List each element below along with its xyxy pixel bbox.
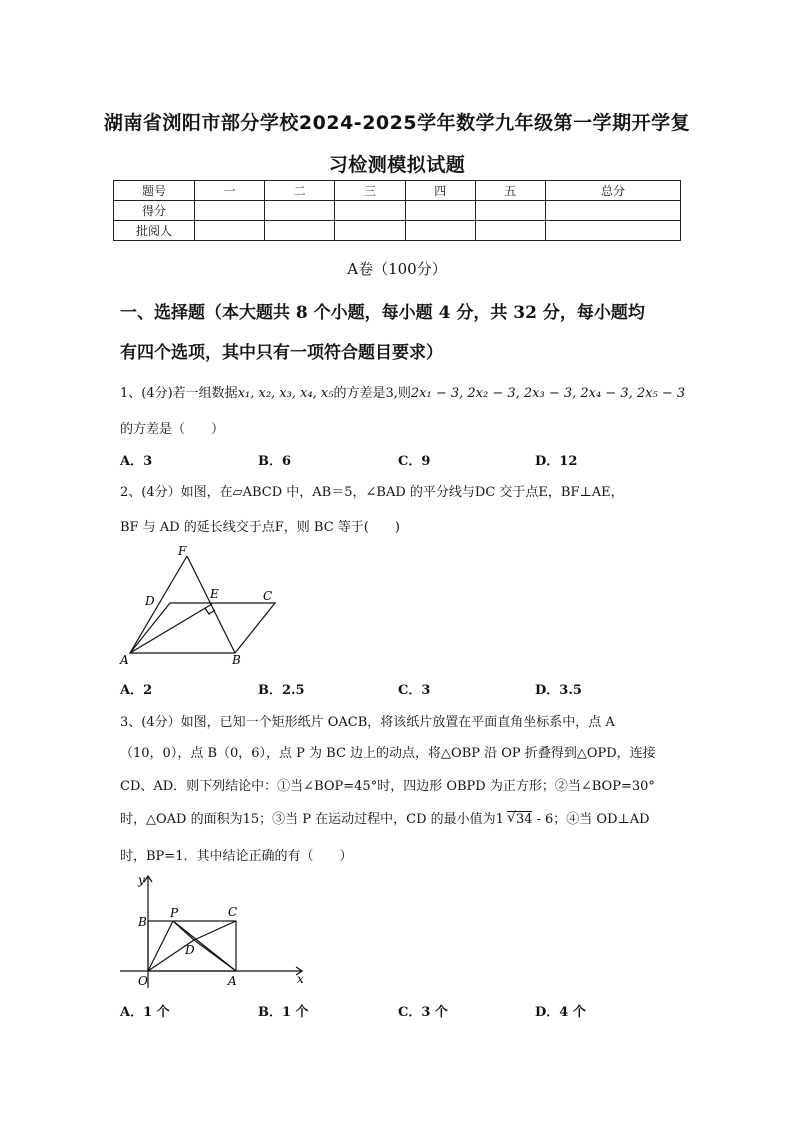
question-2-line2: BF 与 AD 的延长线交于点F，则 BC 等于( ) bbox=[120, 520, 400, 535]
q3-coordinate-figure bbox=[118, 868, 313, 993]
question-3-line5: 时，BP=1．其中结论正确的有（ ） bbox=[120, 849, 353, 864]
q3-label-y: y bbox=[138, 873, 145, 887]
score-cell[interactable] bbox=[265, 201, 335, 221]
score-cell[interactable] bbox=[265, 221, 335, 241]
section-heading: A卷（100分） bbox=[347, 260, 447, 278]
q2-option-b[interactable]: B．2.5 bbox=[258, 683, 305, 698]
page-title-line2: 习检测模拟试题 bbox=[328, 154, 466, 176]
question-1-line1 bbox=[120, 382, 685, 401]
q2-option-d[interactable]: D．3.5 bbox=[535, 683, 582, 698]
q3-label-o: O bbox=[138, 974, 148, 988]
q1-option-d[interactable]: D．12 bbox=[535, 454, 578, 469]
q2-parallelogram-figure bbox=[115, 543, 285, 668]
q1-option-b[interactable]: B．6 bbox=[258, 454, 292, 469]
score-cell-header: 一 bbox=[195, 181, 265, 201]
score-table bbox=[113, 180, 681, 241]
question-2-line1: 2、(4分）如图，在▱ABCD 中，AB＝5，∠BAD 的平分线与DC 交于点E，BF⊥AE， bbox=[120, 485, 624, 500]
score-cell[interactable] bbox=[475, 221, 545, 241]
q3-option-a[interactable]: A．1 个 bbox=[120, 1005, 170, 1020]
q3-sqrt-coefficient: 1 bbox=[495, 812, 504, 827]
q1-option-c[interactable]: C．9 bbox=[398, 454, 431, 469]
part-heading-line1: 一、选择题（本大题共 8 个小题，每小题 4 分，共 32 分，每小题均 bbox=[120, 303, 645, 323]
q3-option-b[interactable]: B．1 个 bbox=[258, 1005, 309, 1020]
sqrt-icon: √ bbox=[506, 810, 516, 826]
score-cell[interactable] bbox=[546, 221, 681, 241]
q1-expression: 2x₁ − 3, 2x₂ − 3, 2x₃ − 3, 2x₄ − 3, 2x₅ − 3 bbox=[410, 386, 686, 401]
score-table-row bbox=[114, 201, 681, 221]
score-cell-header: 二 bbox=[265, 181, 335, 201]
score-cell[interactable] bbox=[195, 221, 265, 241]
score-row-label: 批阅人 bbox=[114, 221, 195, 241]
score-row-label: 得分 bbox=[114, 201, 195, 221]
q3-label-x: x bbox=[297, 972, 304, 986]
score-cell-header: 五 bbox=[475, 181, 545, 201]
q1-option-a[interactable]: A．3 bbox=[120, 454, 153, 469]
q2-option-c[interactable]: C．3 bbox=[398, 683, 431, 698]
q2-label-d: D bbox=[145, 594, 155, 608]
question-1-line2: 的方差是（ ） bbox=[120, 422, 225, 437]
score-cell[interactable] bbox=[335, 201, 405, 221]
q1-mid: 的方差是3,则 bbox=[333, 386, 411, 401]
q3-line4-text: 时，△OAD 的面积为15；③当 P 在运动过程中，CD 的最小值为 bbox=[120, 812, 496, 827]
q3-label-b: B bbox=[138, 915, 147, 929]
q3-sqrt bbox=[507, 811, 533, 827]
question-3-line1: 3、(4分）如图，已知一个矩形纸片 OACB，将该纸片放置在平面直角坐标系中，点 A bbox=[120, 715, 615, 730]
score-table-row bbox=[114, 221, 681, 241]
question-3-line4 bbox=[120, 808, 650, 827]
question-3-line2: （10，0），点 B（0，6），点 P 为 BC 边上的动点，将△OBP 沿 OP 折叠得到△OPD，连接 bbox=[120, 746, 656, 761]
score-cell[interactable] bbox=[335, 221, 405, 241]
score-table-header-row bbox=[114, 181, 681, 201]
q3-label-p: P bbox=[170, 906, 179, 920]
q1-prefix: 1、(4分)若一组数据 bbox=[120, 386, 238, 401]
score-cell[interactable] bbox=[546, 201, 681, 221]
q3-label-c: C bbox=[228, 905, 238, 919]
question-3-line3: CD、AD．则下列结论中：①当∠BOP=45°时，四边形 OBPD 为正方形；②当∠BOP=30° bbox=[120, 779, 655, 794]
score-cell[interactable] bbox=[195, 201, 265, 221]
q2-label-b: B bbox=[232, 653, 241, 667]
score-cell[interactable] bbox=[405, 201, 475, 221]
q2-label-e: E bbox=[210, 587, 219, 601]
score-cell[interactable] bbox=[475, 201, 545, 221]
score-cell-header: 四 bbox=[405, 181, 475, 201]
q3-label-d: D bbox=[185, 943, 195, 957]
q3-sqrt-radicand: 34 bbox=[515, 812, 533, 827]
score-cell-header: 题号 bbox=[114, 181, 195, 201]
page-title-line1: 湖南省浏阳市部分学校2024-2025学年数学九年级第一学期开学复 bbox=[103, 112, 691, 134]
score-cell[interactable] bbox=[405, 221, 475, 241]
q3-option-c[interactable]: C．3 个 bbox=[398, 1005, 448, 1020]
q3-line4-text-b: - 6；④当 OD⊥AD bbox=[536, 812, 650, 827]
q2-label-f: F bbox=[178, 544, 187, 558]
q3-option-d[interactable]: D．4 个 bbox=[535, 1005, 586, 1020]
q3-label-a: A bbox=[228, 974, 237, 988]
score-cell-header: 总分 bbox=[546, 181, 681, 201]
q2-option-a[interactable]: A．2 bbox=[120, 683, 153, 698]
score-cell-header: 三 bbox=[335, 181, 405, 201]
part-heading-line2: 有四个选项，其中只有一项符合题目要求） bbox=[120, 343, 443, 363]
q2-label-c: C bbox=[263, 589, 273, 603]
q1-data: x₁, x₂, x₃, x₄, x₅ bbox=[237, 386, 334, 401]
q2-label-a: A bbox=[120, 653, 129, 667]
